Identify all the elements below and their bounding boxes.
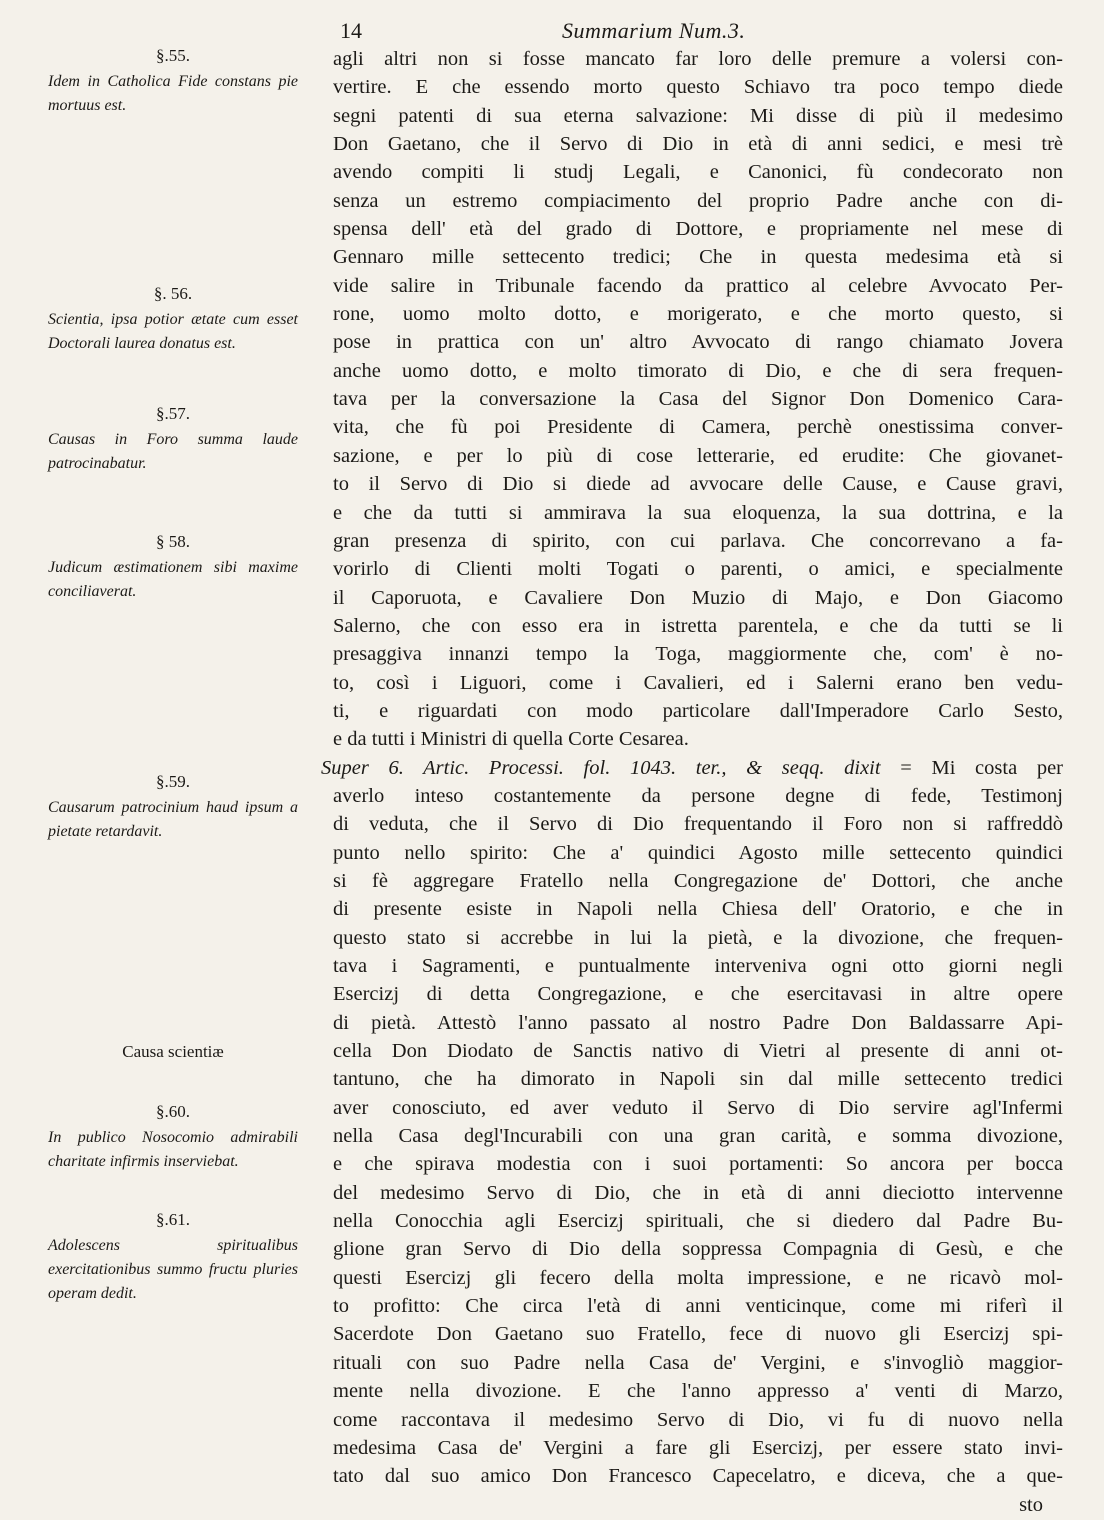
margin-note-60 <box>48 1100 298 1174</box>
text-line: to il Servo di Dio si diede ad avvocare delle Cause, e Cause gravi, <box>333 473 1063 496</box>
text-line: vorirlo di Clienti molti Togati o parenti, o amici, e specialmente <box>333 558 1063 581</box>
text-line: nella Conocchia agli Esercizj spirituali, che si diedero dal Padre Bu- <box>333 1210 1063 1233</box>
text-line: glione gran Servo di Dio della soppressa Compagnia di Gesù, e che <box>333 1238 1063 1261</box>
margin-note-section: §.59. <box>156 772 190 791</box>
catchword: sto <box>1019 1493 1043 1516</box>
main-text <box>321 45 1064 1519</box>
text-line: Esercizj di detta Congregazione, e che esercitavasi in altre opere <box>333 983 1063 1006</box>
text-line: e da tutti i Ministri di quella Corte Cesarea. <box>333 728 689 751</box>
super-line <box>321 754 1063 782</box>
text-line: come raccontava il medesimo Servo di Dio, vi fu di nuovo nella <box>333 1408 1063 1431</box>
text-line: tantuno, che ha dimorato in Napoli sin dal mille settecento tredici <box>333 1068 1063 1091</box>
text-line: Salerno, che con esso era in istretta parentela, e che da tutti se li <box>333 614 1063 637</box>
text-line: avendo compiti li studj Legali, e Canonici, fù condecorato non <box>333 161 1063 184</box>
text-line: sazione, e per lo più di cose letterarie, ed erudite: Che giovanet- <box>333 444 1063 467</box>
text-line: vertire. E che essendo morto questo Schiavo tra poco tempo diede <box>333 76 1063 99</box>
text-line: questi Esercizj gli fecero della molta impressione, e ne ricavò mol- <box>333 1266 1063 1289</box>
text-line: ti, e riguardati con modo particolare dall'Imperadore Carlo Sesto, <box>333 699 1063 722</box>
margin-note-59 <box>48 770 298 844</box>
citation-italic: Super 6. Artic. Processi. fol. 1043. ter., & seqq. dixit <box>321 756 881 779</box>
text-line: to profitto: Che circa l'età di anni venticinque, come mi riferì il <box>333 1295 1063 1318</box>
text-line: cella Don Diodato de Sanctis nativo di Vietri al presente di anni ot- <box>333 1040 1063 1063</box>
margin-note-55 <box>48 44 298 118</box>
citation-rest: = Mi costa per <box>900 756 1064 779</box>
text-line: tava per la conversazione la Casa del Signor Don Domenico Cara- <box>333 388 1063 411</box>
text-line: anche uomo dotto, e molto timorato di Dio, e che di sera frequen- <box>333 359 1063 382</box>
margin-note-56 <box>48 282 298 356</box>
text-line: rituali con suo Padre nella Casa de' Vergini, e s'invogliò maggior- <box>333 1351 1063 1374</box>
text-line: vide salire in Tribunale facendo da prattico al celebre Avvocato Per- <box>333 274 1063 297</box>
text-line: spensa dell' età del grado di Dottore, e propriamente nel mese di <box>333 218 1063 241</box>
text-line: presaggiva innanzi tempo la Toga, maggiormente che, com' è no- <box>333 643 1063 666</box>
page-header <box>340 18 1060 48</box>
text-line: rone, uomo molto dotto, e morigerato, e che morto questo, si <box>333 303 1063 326</box>
text-line: di pietà. Attestò l'anno passato al nostro Padre Don Baldassarre Api- <box>333 1011 1063 1034</box>
text-line: Sacerdote Don Gaetano suo Fratello, fece di nuovo gli Esercizj spi- <box>333 1323 1063 1346</box>
page-number: 14 <box>340 18 362 43</box>
text-line: tato dal suo amico Don Francesco Capecelatro, e diceva, che a que- <box>333 1465 1063 1488</box>
margin-note-61 <box>48 1208 298 1306</box>
text-line: di presente esiste in Napoli nella Chiesa dell' Oratorio, e che in <box>333 898 1063 921</box>
margin-note-text: In publico Nosocomio admirabili charitate infirmis inserviebat. <box>48 1129 298 1170</box>
text-line: medesima Casa de' Vergini a fare gli Esercizj, per essere stato invi- <box>333 1436 1063 1459</box>
text-line: senza un estremo compiacimento del proprio Padre anche con di- <box>333 189 1063 212</box>
text-line: del medesimo Servo di Dio, che in età di anni dieciotto intervenne <box>333 1181 1063 1204</box>
text-line: vita, che fù poi Presidente di Camera, perchè onestissima conver- <box>333 416 1063 439</box>
margin-note-57 <box>48 402 298 476</box>
margin-note-text: Judicum æstimationem sibi maxime conciliaverat. <box>48 559 298 600</box>
text-line: nella Casa degl'Incurabili con una gran carità, e somma divozione, <box>333 1125 1063 1148</box>
causa-scientiae-heading: Causa scientiæ <box>122 1042 224 1061</box>
text-line: Gennaro mille settecento tredici; Che in questa medesima età si <box>333 246 1063 269</box>
text-line: averlo inteso costantemente da persone degne di fede, Testimonj <box>333 784 1063 807</box>
margin-note-text: Causarum patrocinium haud ipsum a pietate retardavit. <box>48 799 298 840</box>
running-head: Summarium Num.3. <box>562 18 746 43</box>
margin-note-text: Scientia, ipsa potior ætate cum esset Doctorali laurea donatus est. <box>48 311 298 352</box>
margin-note-section: § 58. <box>156 532 190 551</box>
text-line: pose in prattica con un' altro Avvocato di rango chiamato Jovera <box>333 331 1063 354</box>
margin-note-section: §.55. <box>156 46 190 65</box>
margin-note-section: §.61. <box>156 1210 190 1229</box>
margin-note-text: Adolescens spiritualibus exercitationibus summo fructu pluries operam dedit. <box>48 1237 298 1302</box>
margin-note-section: §.60. <box>156 1102 190 1121</box>
margin-note-section: §. 56. <box>153 284 193 303</box>
text-line: di veduta, che il Servo di Dio frequentando il Foro non si raffreddò <box>333 813 1063 836</box>
text-line: il Caporuota, e Cavaliere Don Muzio di Majo, e Don Giacomo <box>333 586 1063 609</box>
margin-notes <box>0 0 310 1520</box>
text-line: questo stato si accrebbe in lui la pietà, e la divozione, che frequen- <box>333 926 1063 949</box>
text-line: tava i Sagramenti, e puntualmente interveniva ogni otto giorni negli <box>333 955 1063 977</box>
text-line: agli altri non si fosse mancato far loro delle premure a volersi con- <box>333 48 1063 70</box>
text-line: segni patenti di sua eterna salvazione: Mi disse di più il medesimo <box>333 104 1063 127</box>
text-line: punto nello spirito: Che a' quindici Agosto mille settecento quindici <box>333 841 1063 864</box>
margin-note-section: §.57. <box>156 404 190 423</box>
margin-note-text: Idem in Catholica Fide constans pie mortuus est. <box>48 73 298 114</box>
text-line: aver conosciuto, ed aver veduto il Servo di Dio servire agl'Infermi <box>333 1096 1063 1119</box>
text-line: mente nella divozione. E che l'anno appresso a' venti di Marzo, <box>333 1380 1063 1403</box>
text-line: gran presenza di spirito, con cui parlava. Che concorrevano a fa- <box>333 529 1063 552</box>
text-line: to, così i Liguori, come i Cavalieri, ed i Salerni erano ben vedu- <box>333 671 1063 694</box>
text-line: e che da tutti si ammirava la sua eloquenza, la sua dottrina, e la <box>333 501 1063 524</box>
margin-note-58 <box>48 530 298 604</box>
text-line: si fè aggregare Fratello nella Congregazione de' Dottori, che anche <box>333 869 1063 892</box>
text-line: Don Gaetano, che il Servo di Dio in età di anni sedici, e mesi trè <box>333 133 1063 156</box>
text-line: e che spirava modestia con i suoi portamenti: So ancora per bocca <box>333 1153 1063 1176</box>
margin-note-text: Causas in Foro summa laude patrocinabatur. <box>48 431 298 472</box>
